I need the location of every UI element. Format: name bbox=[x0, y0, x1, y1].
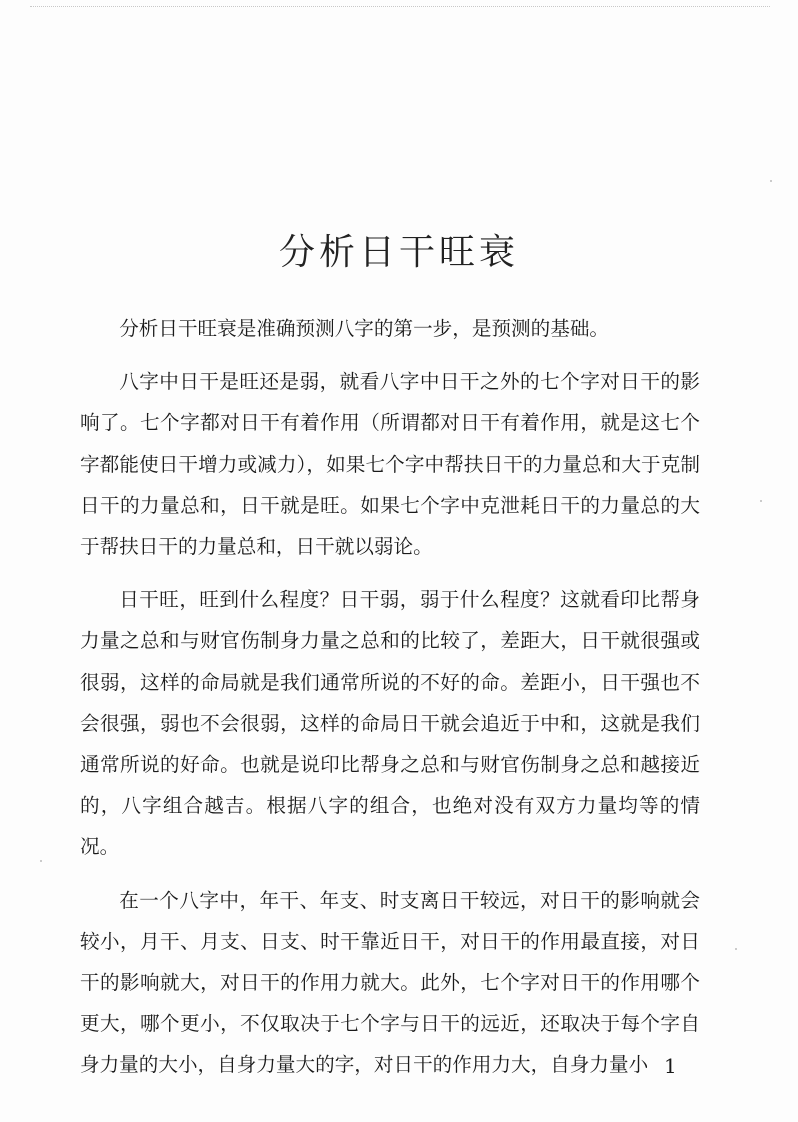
paragraph: 日干旺，旺到什么程度？日干弱，弱于什么程度？这就看印比帮身力量之总和与财官伤制身力量之总和的比较了，差距大，日干就很强或很弱，这样的命局就是我们通常所说的不好的命。差距小，日干强也不会很强，弱也不会很弱，这样的命局日干就会追近于中和，这就是我们通常所说的好命。也就是说印比帮身之总和与财官伤制身之总和越接近的，八字组合越吉。根据八字的组合，也绝对没有双方力量均等的情况。 bbox=[80, 588, 700, 859]
scan-speck bbox=[770, 180, 772, 182]
page-number: 1 bbox=[664, 1054, 677, 1078]
scan-speck bbox=[735, 948, 737, 950]
scan-edge-artifact bbox=[30, 6, 770, 8]
body-text bbox=[80, 308, 700, 1098]
paragraph: 在一个八字中，年干、年支、时支离日干较远，对日干的影响就会较小，月干、月支、日支、时干靠近日干，对日干的作用最直接，对日干的影响就大，对日干的作用力就大。此外，七个字对日干的作用哪个更大，哪个更小，不仅取决于七个字与日干的远近，还取决于每个字自身力量的大小，自身力量大的字，对日干的作用力大，自身力量小 bbox=[80, 888, 700, 1077]
paragraph: 八字中日干是旺还是弱，就看八字中日干之外的七个字对日干的影响了。七个字都对日干有着作用（所谓都对日干有着作用，就是这七个字都能使日干增力或减力），如果七个字中帮扶日干的力量总和大于克制日干的力量总和，日干就是旺。如果七个字中克泄耗日干的力量总的大于帮扶日干的力量总和，日干就以弱论。 bbox=[80, 370, 700, 559]
scan-speck bbox=[760, 500, 762, 502]
page-title: 分析日干旺衰 bbox=[278, 232, 519, 274]
paragraph: 分析日干旺衰是准确预测八字的第一步，是预测的基础。 bbox=[119, 317, 610, 340]
scan-speck bbox=[40, 860, 42, 862]
